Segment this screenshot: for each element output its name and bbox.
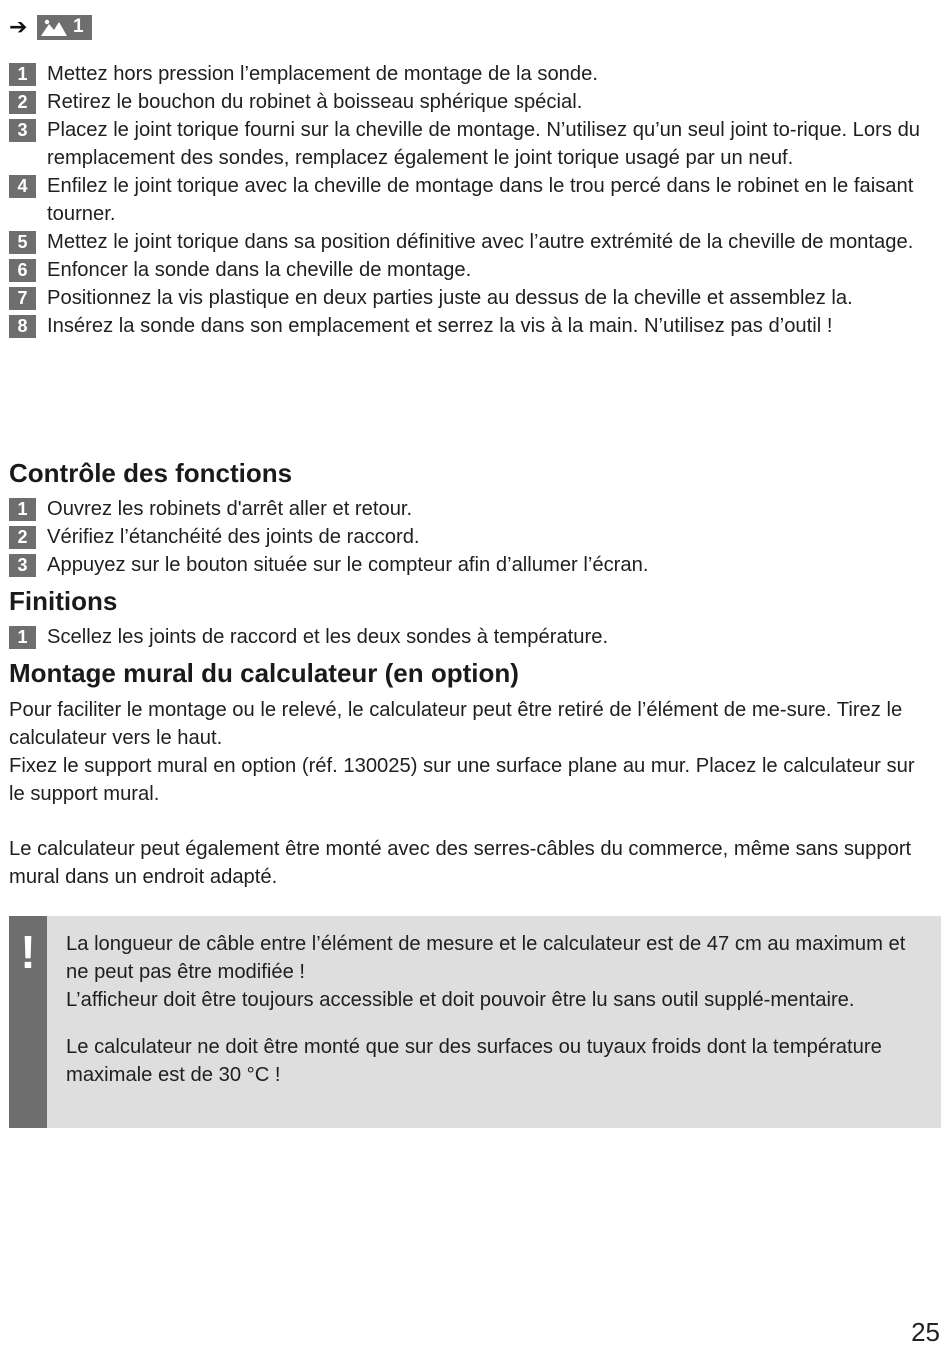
list-item	[9, 284, 934, 312]
figure-number: 1	[73, 16, 84, 37]
list-item	[9, 312, 934, 340]
step-number: 1	[9, 63, 36, 86]
step-number: 3	[9, 554, 36, 577]
list-item	[9, 60, 934, 88]
exclamation-icon: !	[20, 926, 36, 978]
figure-reference	[9, 14, 92, 40]
paragraph: Le calculateur peut également être monté avec des serres-câbles du commerce, même sans support mural dans un endroit adapté.	[9, 838, 912, 888]
list-item	[9, 116, 934, 172]
warning-line: La longueur de câble entre l’élément de mesure et le calculateur est de 47 cm au maximum et ne peut pas être modifiée !	[66, 933, 906, 983]
list-item	[9, 256, 934, 284]
list-item	[9, 495, 934, 523]
list-item	[9, 88, 934, 116]
step-text: Vérifiez l’étanchéité des joints de raccord.	[47, 526, 420, 548]
list-item	[9, 228, 934, 256]
step-number: 8	[9, 315, 36, 338]
step-number: 2	[9, 526, 36, 549]
finitions-steps	[9, 623, 934, 651]
step-text: Enfilez le joint torique avec la cheville de montage dans le trou percé dans le robinet en le faisant tourner.	[47, 175, 914, 225]
install-steps	[9, 60, 934, 340]
step-text: Appuyez sur le bouton située sur le compteur afin d’allumer l’écran.	[47, 554, 649, 576]
step-text: Enfoncer la sonde dans la cheville de montage.	[47, 259, 472, 281]
figure-badge	[37, 15, 92, 40]
list-item	[9, 623, 934, 651]
step-text: Insérez la sonde dans son emplacement et serrez la vis à la main. N’utilisez pas d’outil !	[47, 315, 833, 337]
arrow-right-icon: ➔	[9, 14, 28, 39]
step-number: 7	[9, 287, 36, 310]
step-text: Retirez le bouchon du robinet à boisseau sphérique spécial.	[47, 91, 583, 113]
warning-text	[66, 930, 926, 1089]
step-number: 4	[9, 175, 36, 198]
warning-line: Le calculateur ne doit être monté que sur des surfaces ou tuyaux froids dont la température maximale est de 30 °C !	[66, 1036, 882, 1086]
step-number: 1	[9, 626, 36, 649]
step-text: Positionnez la vis plastique en deux parties juste au dessus de la cheville et assemblez la.	[47, 287, 853, 309]
list-item	[9, 523, 934, 551]
step-number: 3	[9, 119, 36, 142]
step-number: 2	[9, 91, 36, 114]
step-number: 6	[9, 259, 36, 282]
step-text: Placez le joint torique fourni sur la cheville de montage. N’utilisez qu’un seul joint to-rique. Lors du remplacement des sondes, remplacez également le joint torique usagé par un neuf.	[47, 119, 921, 169]
warning-bar	[9, 916, 47, 1128]
section-title-finitions: Finitions	[9, 586, 118, 616]
controle-steps	[9, 495, 934, 579]
image-icon	[41, 18, 67, 36]
step-text: Mettez le joint torique dans sa position définitive avec l’autre extrémité de la cheville de montage.	[47, 231, 914, 253]
paragraph: Pour faciliter le montage ou le relevé, le calculateur peut être retiré de l’élément de me-sure. Tirez le calculateur vers le haut.	[9, 699, 903, 749]
section-title-montage: Montage mural du calculateur (en option)	[9, 658, 519, 688]
section-title-controle: Contrôle des fonctions	[9, 458, 293, 488]
paragraph: Fixez le support mural en option (réf. 130025) sur une surface plane au mur. Placez le calculateur sur le support mural.	[9, 755, 915, 805]
step-text: Ouvrez les robinets d'arrêt aller et retour.	[47, 498, 413, 520]
step-number: 5	[9, 231, 36, 254]
list-item	[9, 172, 934, 228]
warning-line: L’afficheur doit être toujours accessible et doit pouvoir être lu sans outil supplé-mentaire.	[66, 989, 855, 1011]
step-number: 1	[9, 498, 36, 521]
list-item	[9, 551, 934, 579]
step-text: Scellez les joints de raccord et les deux sondes à température.	[47, 626, 609, 648]
warning-note	[9, 916, 941, 1128]
step-text: Mettez hors pression l’emplacement de montage de la sonde.	[47, 63, 598, 85]
page-number: 25	[911, 1317, 940, 1347]
